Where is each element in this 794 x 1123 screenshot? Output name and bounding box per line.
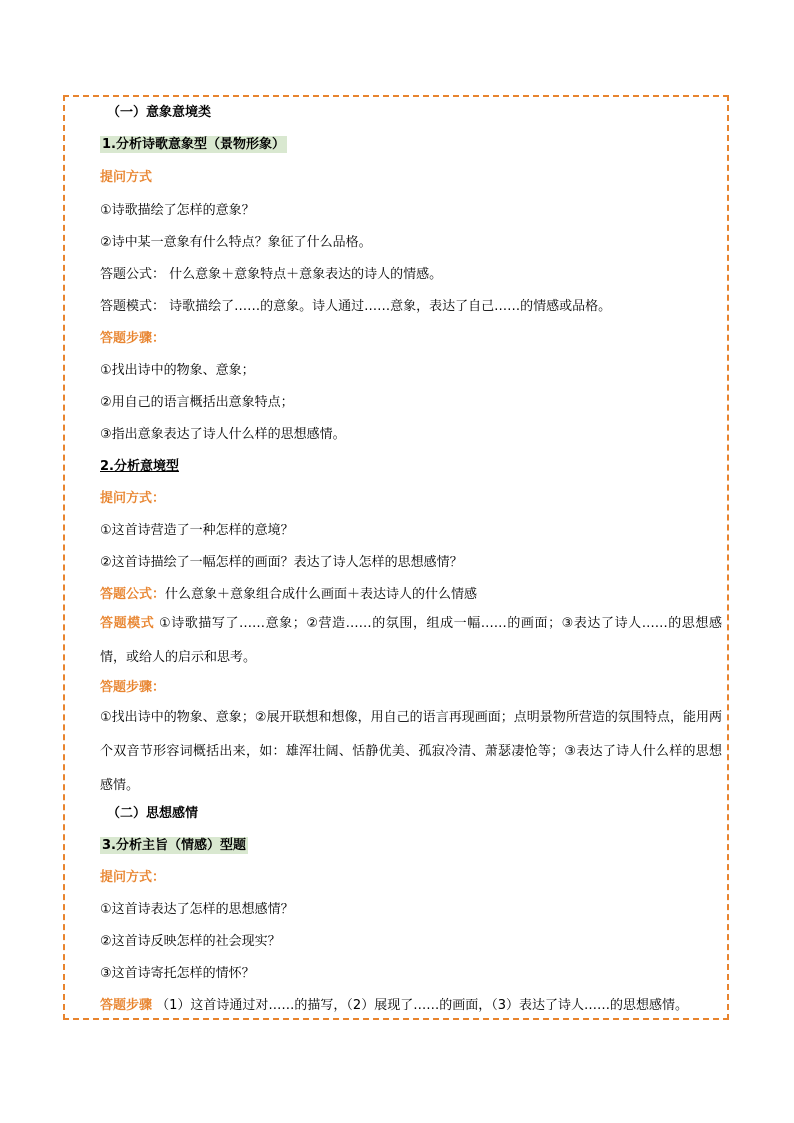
model-1: 答题模式： 诗歌描绘了……的意象。诗人通过……意象，表达了自己……的情感或品格。 [100,299,612,314]
formula-1: 答题公式： 什么意象＋意象特点＋意象表达的诗人的情感。 [100,267,443,282]
heading-theme-text: 3.分析主旨（情感）型题 [102,838,246,853]
steps-2-paragraph: ①找出诗中的物象、意象；②展开联想和想像，用自己的语言再现画面；点明景物所营造的氛围特点，能用两个双音节形容词概括出来，如：雄浑壮阔、恬静优美、孤寂冷清、萧瑟凄怆等；③表达了诗人什么样的思想感情。 [100,710,722,793]
question-3-2: ②这首诗反映怎样的社会现实？ [100,934,281,949]
question-2-2: ②这首诗描绘了一幅怎样的画面？表达了诗人怎样的思想感情？ [100,555,463,570]
steps-3-label: 答题步骤 [100,998,153,1013]
ask-label-3: 提问方式： [100,870,166,885]
heading-mood-text: 2.分析意境型 [100,459,179,474]
steps-label-2: 答题步骤： [100,680,166,695]
model-2-text: ①诗歌描写了……意象；②营造……的氛围，组成一幅……的画面；③表达了诗人……的思想感情，或给人的启示和思考。 [100,616,722,665]
question-3-1: ①这首诗表达了怎样的思想感情？ [100,902,294,917]
section-title-emotion: （二）思想感情 [107,806,199,821]
steps-label-1: 答题步骤： [100,331,166,346]
step-1-3: ③指出意象表达了诗人什么样的思想感情。 [100,427,346,442]
step-1-2: ②用自己的语言概括出意象特点； [100,395,294,410]
question-2-1: ①这首诗营造了一种怎样的意境？ [100,523,294,538]
model-2-label: 答题模式 [100,616,155,631]
heading-imagery-text: 1.分析诗歌意象型（景物形象） [102,137,285,152]
ask-label-2: 提问方式： [100,491,166,506]
steps-3 [100,997,688,1015]
question-3-3: ③这首诗寄托怎样的情怀？ [100,966,255,981]
question-1-2: ②诗中某一意象有什么特点？象征了什么品格。 [100,235,372,250]
formula-2-label: 答题公式： [100,587,166,602]
ask-label-1: 提问方式 [100,170,153,185]
steps-3-text: （1）这首诗通过对……的描写，（2）展现了……的画面，（3）表达了诗人……的思想感情。 [152,998,688,1013]
heading-mood [100,458,179,476]
step-1-1: ①找出诗中的物象、意象； [100,363,255,378]
model-2-paragraph [100,607,722,675]
question-1-1: ①诗歌描绘了怎样的意象？ [100,203,255,218]
section-title-imagery: （一）意象意境类 [107,105,212,120]
heading-imagery [100,136,287,154]
formula-2 [100,586,477,604]
heading-theme [100,837,248,855]
formula-2-text: 什么意象＋意象组合成什么画面＋表达诗人的什么情感 [165,587,478,602]
